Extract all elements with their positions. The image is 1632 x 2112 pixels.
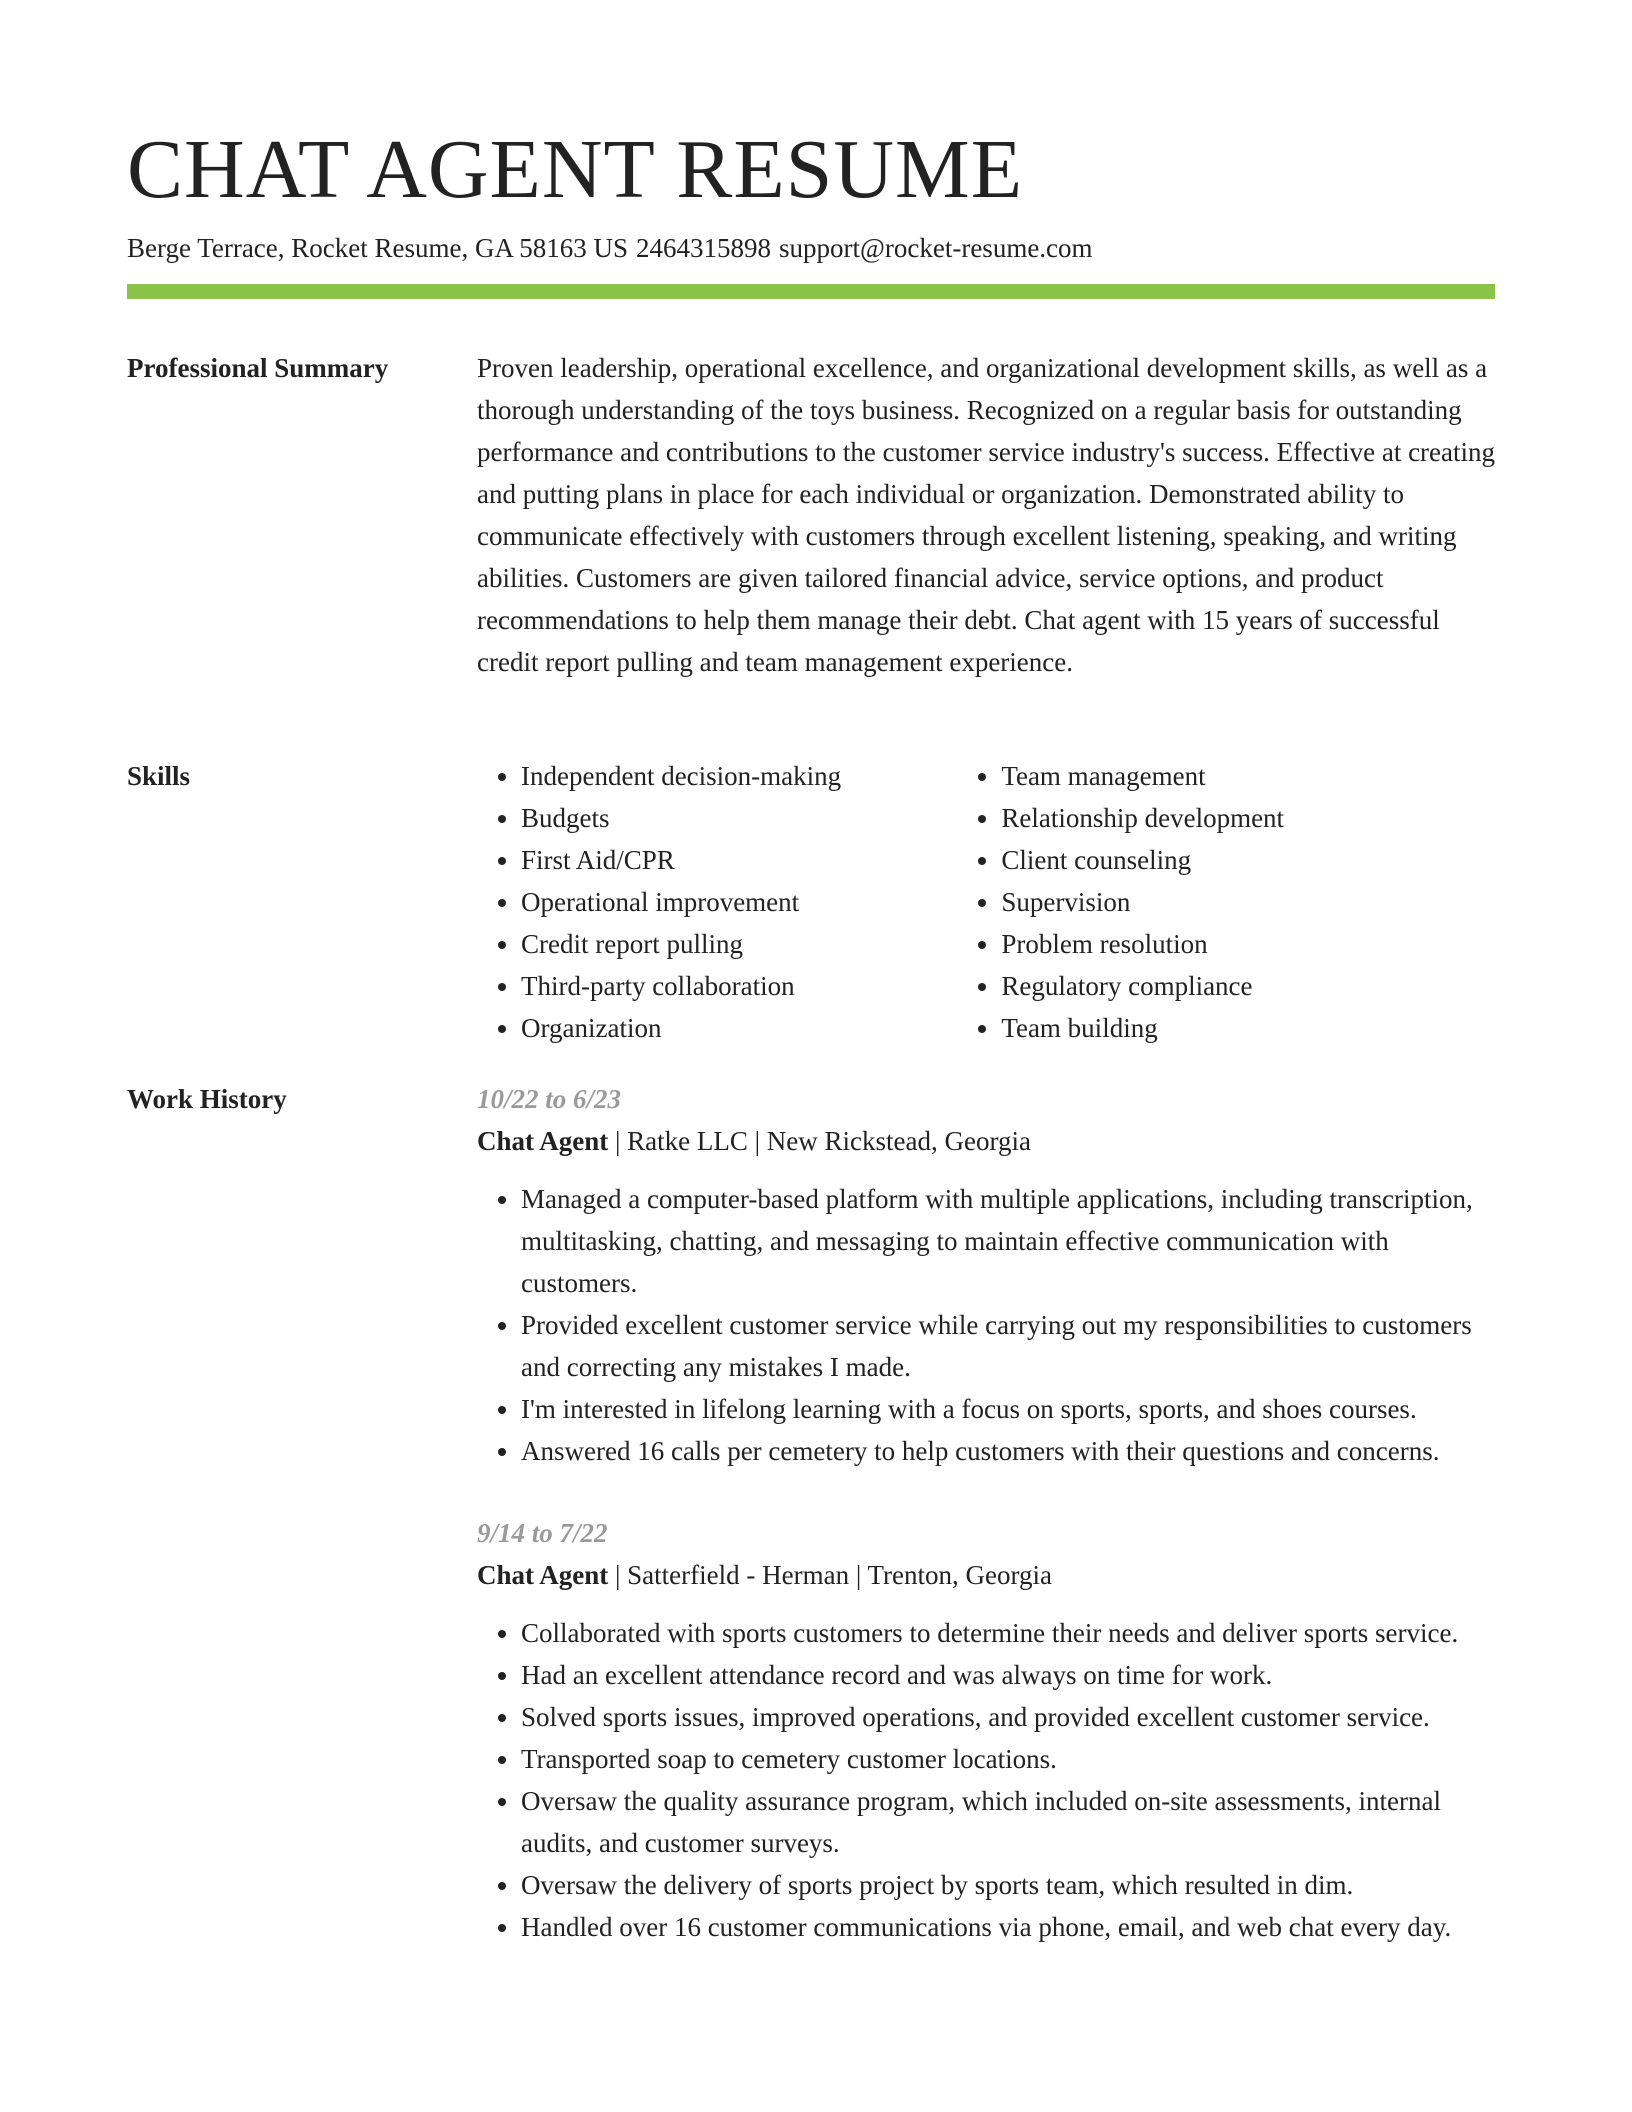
skill-item: • First Aid/CPR — [521, 839, 957, 881]
skills-list-right — [957, 755, 1495, 1049]
job-bullet: • Handled over 16 customer communications via phone, email, and web chat every day. — [521, 1906, 1495, 1948]
job-details: | Ratke LLC | New Rickstead, Georgia — [608, 1126, 1031, 1156]
job-dates: 10/22 to 6/23 — [477, 1084, 622, 1114]
job-title: Chat Agent — [477, 1126, 609, 1156]
job-bullet: • Solved sports issues, improved operations, and provided excellent customer service. — [521, 1696, 1495, 1738]
job-entry — [477, 1078, 1495, 1472]
skills-heading: Skills — [127, 761, 191, 791]
job-title-line — [477, 1554, 1495, 1596]
skill-item: • Team management — [1001, 755, 1495, 797]
skill-item: • Regulatory compliance — [1001, 965, 1495, 1007]
work-heading: Work History — [127, 1084, 287, 1114]
job-title-line — [477, 1120, 1495, 1162]
summary-text: Proven leadership, operational excellence, and organizational development skills, as well as a thorough understanding of the toys business. Recognized on a regular basis for outstanding performance and contributions to the customer service industry's success. Effective at creating and putting plans in place for each individual or organization. Demonstrated ability to communicate effectively with customers through excellent listening, speaking, and writing abilities. Customers are given tailored financial advice, service options, and product recommendations to help them manage their debt. Chat agent with 15 years of successful credit report pulling and team management experience. — [477, 353, 1496, 677]
job-bullets — [477, 1612, 1495, 1948]
skills-list-left — [477, 755, 957, 1049]
skills-columns — [477, 755, 1495, 1049]
skill-item: • Independent decision-making — [521, 755, 957, 797]
skill-item: • Team building — [1001, 1007, 1495, 1049]
header-divider — [127, 284, 1495, 299]
skill-item: • Operational improvement — [521, 881, 957, 923]
contact-phone: 2464315898 — [636, 233, 772, 263]
contact-address: Berge Terrace, Rocket Resume, GA 58163 US — [127, 233, 629, 263]
skill-item: • Budgets — [521, 797, 957, 839]
summary-heading: Professional Summary — [127, 353, 389, 383]
job-bullet: • I'm interested in lifelong learning with a focus on sports, sports, and shoes courses. — [521, 1388, 1495, 1430]
work-body — [477, 1078, 1495, 1948]
skill-item: • Credit report pulling — [521, 923, 957, 965]
job-title: Chat Agent — [477, 1560, 609, 1590]
skill-item: • Supervision — [1001, 881, 1495, 923]
job-bullet: • Had an excellent attendance record and was always on time for work. — [521, 1654, 1495, 1696]
job-bullets — [477, 1178, 1495, 1472]
contact-line — [127, 230, 1093, 266]
skill-item: • Organization — [521, 1007, 957, 1049]
job-bullet: • Oversaw the delivery of sports project by sports team, which resulted in dim. — [521, 1864, 1495, 1906]
summary-body — [477, 347, 1495, 683]
skills-body — [477, 755, 1495, 1049]
contact-email: support@rocket-resume.com — [779, 233, 1093, 263]
job-bullet: • Managed a computer-based platform with multiple applications, including transcription, multitasking, chatting, and messaging to maintain effective communication with customers. — [521, 1178, 1495, 1304]
job-bullet: • Provided excellent customer service while carrying out my responsibilities to customers and correcting any mistakes I made. — [521, 1304, 1495, 1388]
job-bullet: • Oversaw the quality assurance program, which included on-site assessments, internal audits, and customer surveys. — [521, 1780, 1495, 1864]
skill-item: • Client counseling — [1001, 839, 1495, 881]
job-bullet: • Transported soap to cemetery customer locations. — [521, 1738, 1495, 1780]
job-details: | Satterfield - Herman | Trenton, Georgia — [608, 1560, 1052, 1590]
skill-item: • Relationship development — [1001, 797, 1495, 839]
skill-item: • Problem resolution — [1001, 923, 1495, 965]
job-bullet: • Answered 16 calls per cemetery to help customers with their questions and concerns. — [521, 1430, 1495, 1472]
skill-item: • Third-party collaboration — [521, 965, 957, 1007]
job-entry — [477, 1512, 1495, 1948]
job-bullet: • Collaborated with sports customers to determine their needs and deliver sports service. — [521, 1612, 1495, 1654]
resume-title: CHAT AGENT RESUME — [127, 123, 1024, 216]
job-dates: 9/14 to 7/22 — [477, 1518, 608, 1548]
